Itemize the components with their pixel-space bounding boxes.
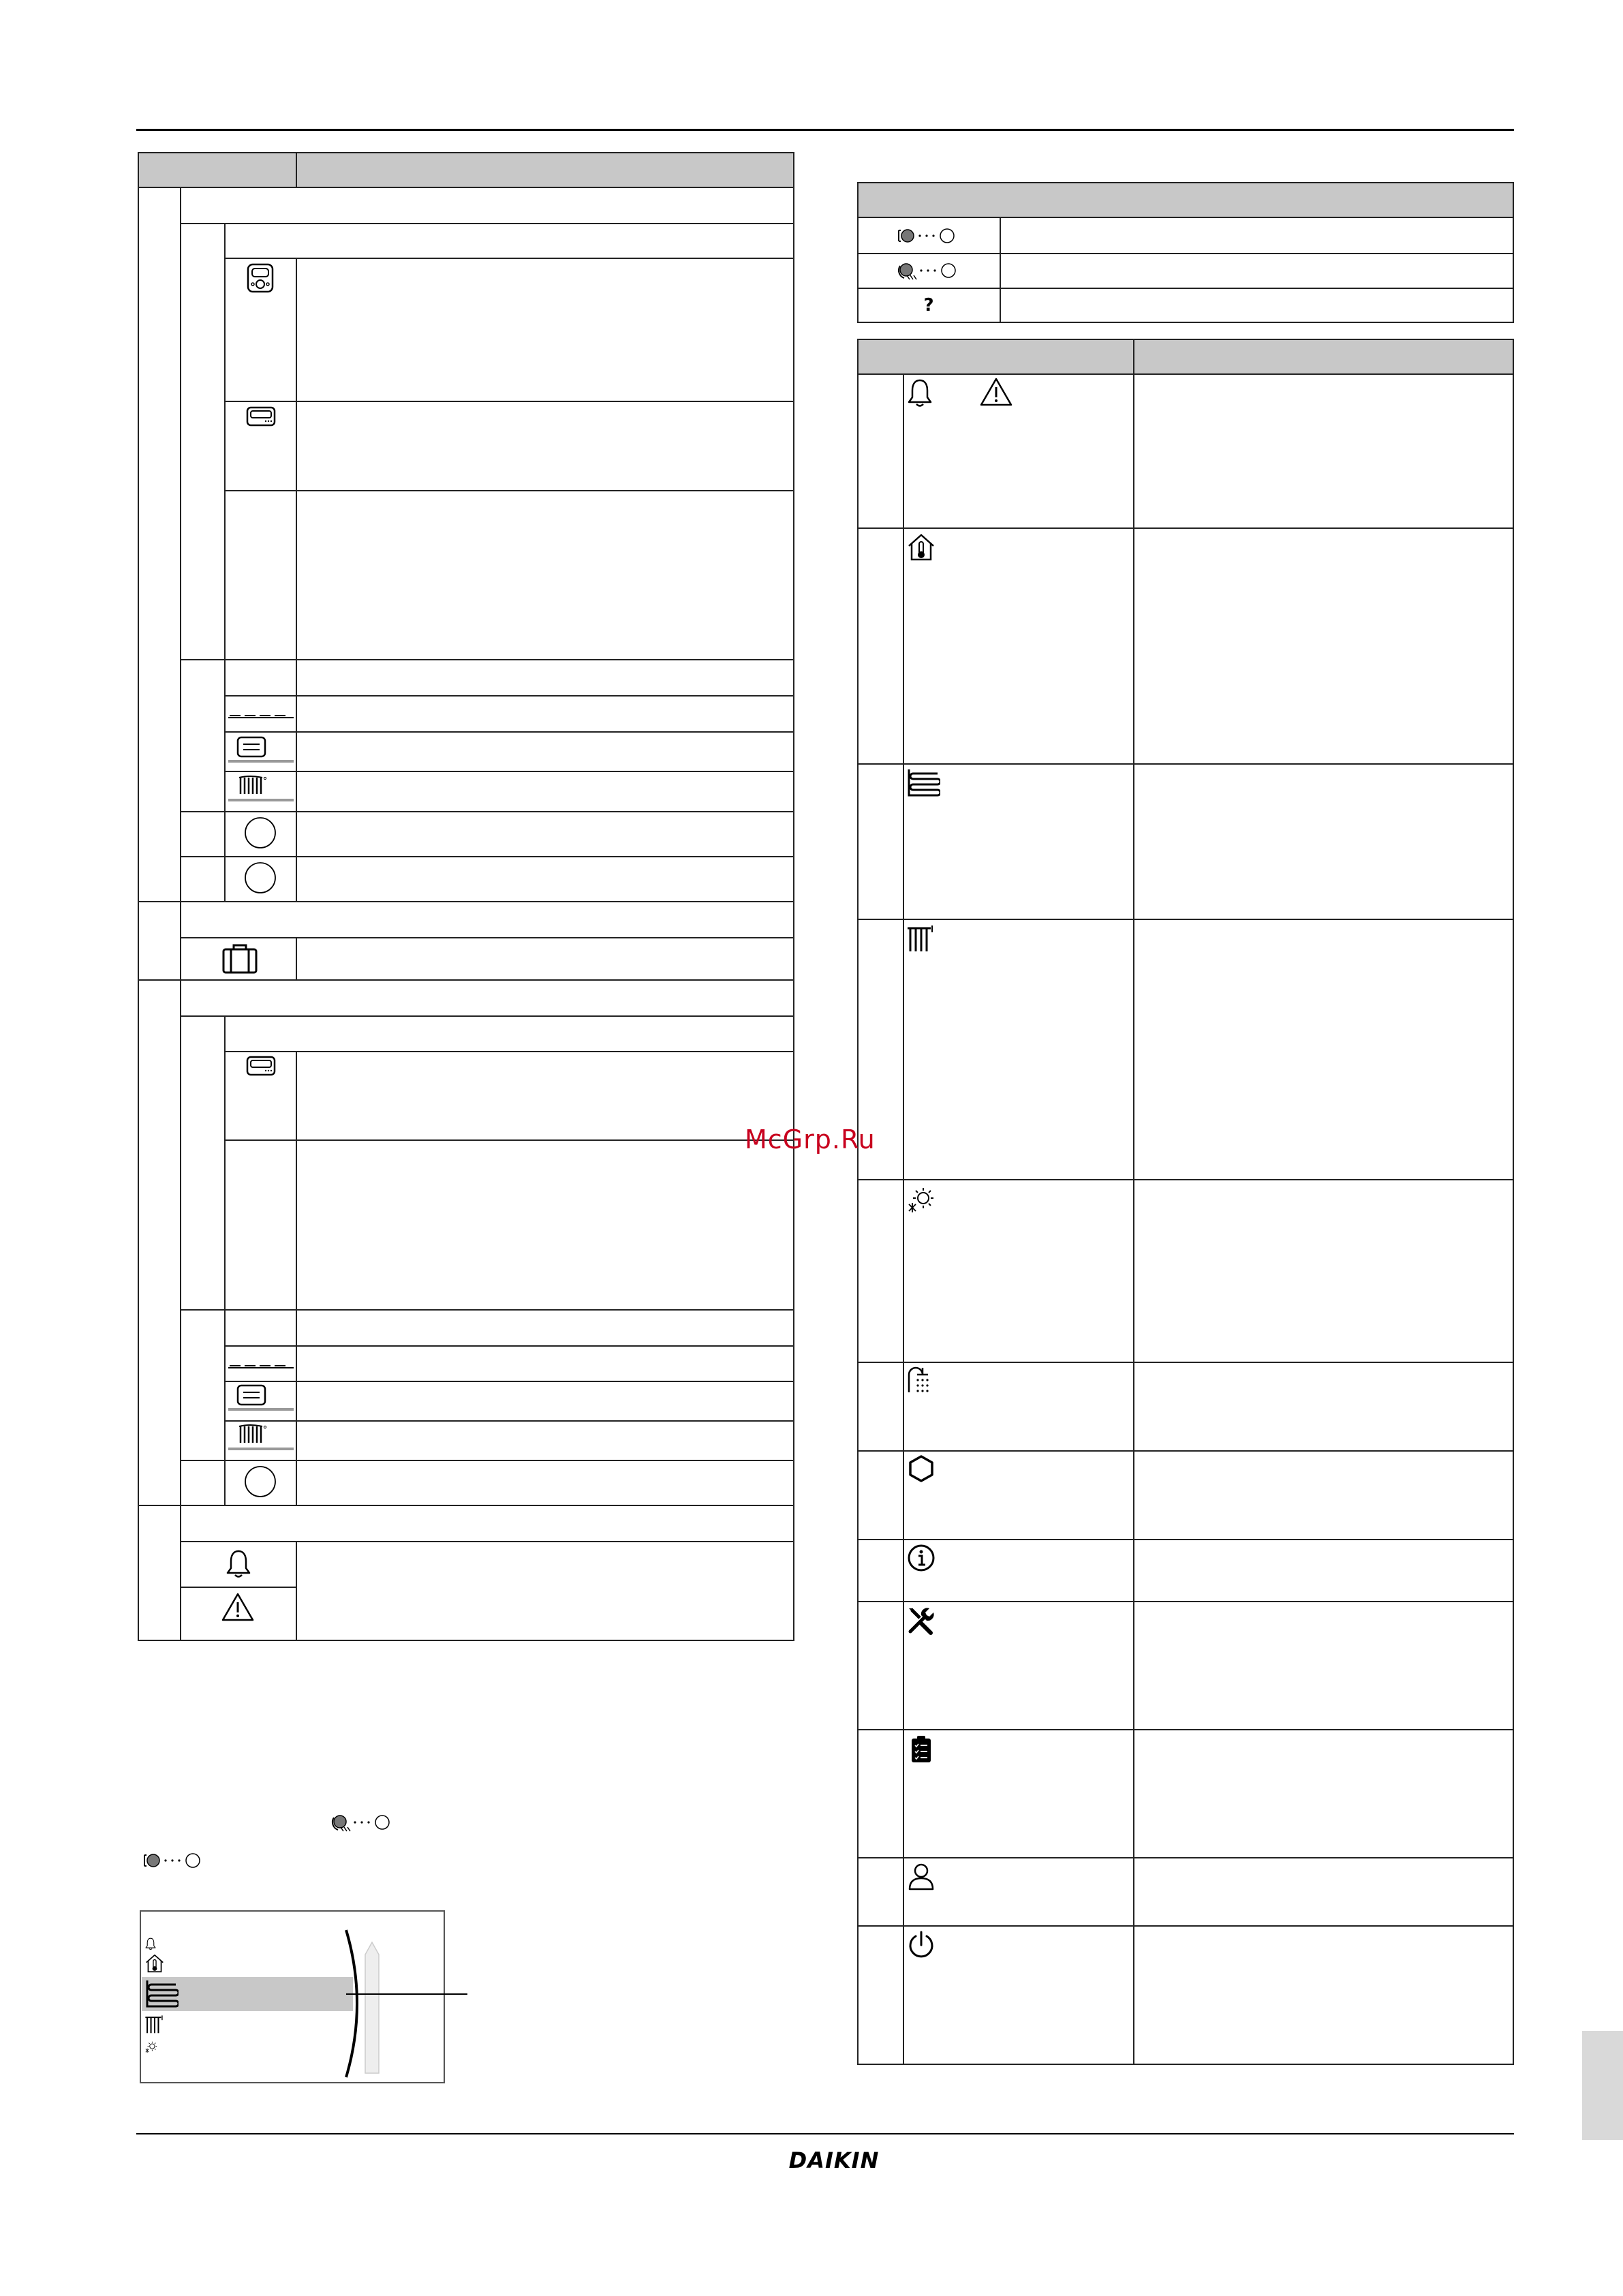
menu-row-line <box>857 919 1514 920</box>
left-col3-divider <box>296 258 297 901</box>
menu-row-line <box>857 1179 1514 1180</box>
menu-row-line <box>857 1601 1514 1602</box>
underfloor-icon <box>906 768 940 798</box>
warning-icon <box>979 377 1013 407</box>
tank-icon <box>906 1365 936 1395</box>
key-table-divider <box>1000 218 1001 323</box>
menu-col-divider <box>903 375 904 2065</box>
menu-table-frame <box>857 339 1514 2065</box>
holiday-suitcase-icon <box>221 943 258 974</box>
fancoil-icon <box>227 1384 295 1411</box>
left-row-line <box>180 937 794 938</box>
fancoil-icon <box>227 736 295 763</box>
scroll-indicator <box>334 1929 470 2079</box>
left-col3-divider <box>296 1309 297 1505</box>
menu-row-line <box>857 1362 1514 1363</box>
circle-icon <box>243 861 277 895</box>
radiator-icon <box>144 2015 165 2035</box>
menu-row-line <box>857 1729 1514 1730</box>
dial-press-icon <box>896 226 961 246</box>
bell-icon <box>225 1548 252 1579</box>
heat-cool-icon <box>906 1184 936 1214</box>
controller-icon <box>246 406 276 427</box>
left-row-line <box>224 1345 794 1347</box>
left-group-line <box>138 1505 794 1506</box>
home-thermometer-icon <box>144 1953 165 1974</box>
left-row-line <box>224 731 794 733</box>
user-icon <box>906 1861 936 1891</box>
left-table-header <box>138 152 794 188</box>
key-row-line <box>857 253 1514 254</box>
info-icon <box>906 1543 936 1573</box>
left-row-line <box>180 1587 296 1588</box>
left-col3-divider <box>296 937 297 979</box>
menu-row-line <box>857 1925 1514 1927</box>
power-icon <box>906 1930 936 1960</box>
dial-turn-icon <box>896 260 961 281</box>
key-row-line <box>857 288 1514 289</box>
left-row-line <box>224 1420 794 1422</box>
hexagon-icon <box>906 1454 936 1484</box>
circle-icon <box>243 816 277 850</box>
left-row-line <box>180 659 794 660</box>
top-rule <box>136 129 1514 131</box>
left-row-line <box>180 1309 794 1311</box>
radiator-icon <box>906 924 936 954</box>
left-group-line <box>138 979 794 981</box>
warning-icon <box>221 1592 255 1622</box>
left-row-line <box>180 811 794 812</box>
left-row-line <box>224 695 794 697</box>
left-row-line <box>224 771 794 772</box>
question-icon <box>921 294 937 315</box>
radiator-icon <box>227 775 295 802</box>
radiator-icon <box>227 1424 295 1451</box>
side-tab <box>1582 2031 1623 2140</box>
daikin-logo: DAIKIN <box>788 2147 880 2173</box>
left-row-line <box>180 223 794 224</box>
home-thermometer-icon <box>906 532 936 562</box>
left-row-line <box>224 1139 794 1141</box>
left-row-line <box>224 1051 794 1052</box>
left-row-line <box>224 490 794 491</box>
left-col1-divider <box>180 188 181 1641</box>
user-interface-icon <box>247 263 274 293</box>
menu-row-line <box>857 1539 1514 1540</box>
underfloor-icon <box>227 713 295 720</box>
menu-row-line <box>857 1857 1514 1858</box>
controller-icon <box>246 1056 276 1076</box>
left-group-line <box>138 901 794 902</box>
menu-table-header <box>857 339 1514 375</box>
circle-icon <box>243 1465 277 1499</box>
left-row-line <box>180 1460 794 1461</box>
left-row-line <box>180 1015 794 1017</box>
bell-icon <box>144 1937 157 1950</box>
bottom-rule <box>136 2133 1514 2134</box>
dial-turn-icon <box>330 1812 395 1833</box>
clipboard-icon <box>906 1734 936 1764</box>
menu-row-line <box>857 763 1514 765</box>
left-row-line <box>180 856 794 857</box>
menu-row-line <box>857 527 1514 529</box>
dial-press-icon <box>142 1850 207 1871</box>
menu-col-divider <box>1133 339 1134 2065</box>
left-table-header-divider <box>296 152 297 188</box>
menu-row-line <box>857 1450 1514 1452</box>
left-col2-divider <box>224 1015 226 1505</box>
tools-icon <box>906 1606 936 1636</box>
left-table-frame <box>138 152 794 1641</box>
left-col2-divider <box>224 223 226 901</box>
underfloor-icon <box>227 1363 295 1370</box>
bell-icon <box>906 377 933 408</box>
left-col3-divider <box>296 1541 297 1641</box>
left-row-line <box>180 1541 794 1542</box>
watermark: McGrp.Ru <box>745 1124 876 1154</box>
left-row-line <box>224 401 794 402</box>
heat-cool-icon <box>144 2040 158 2053</box>
left-row-line <box>224 258 794 259</box>
underfloor-icon <box>144 1979 179 2009</box>
key-table-header <box>857 182 1514 218</box>
left-row-line <box>224 1381 794 1382</box>
